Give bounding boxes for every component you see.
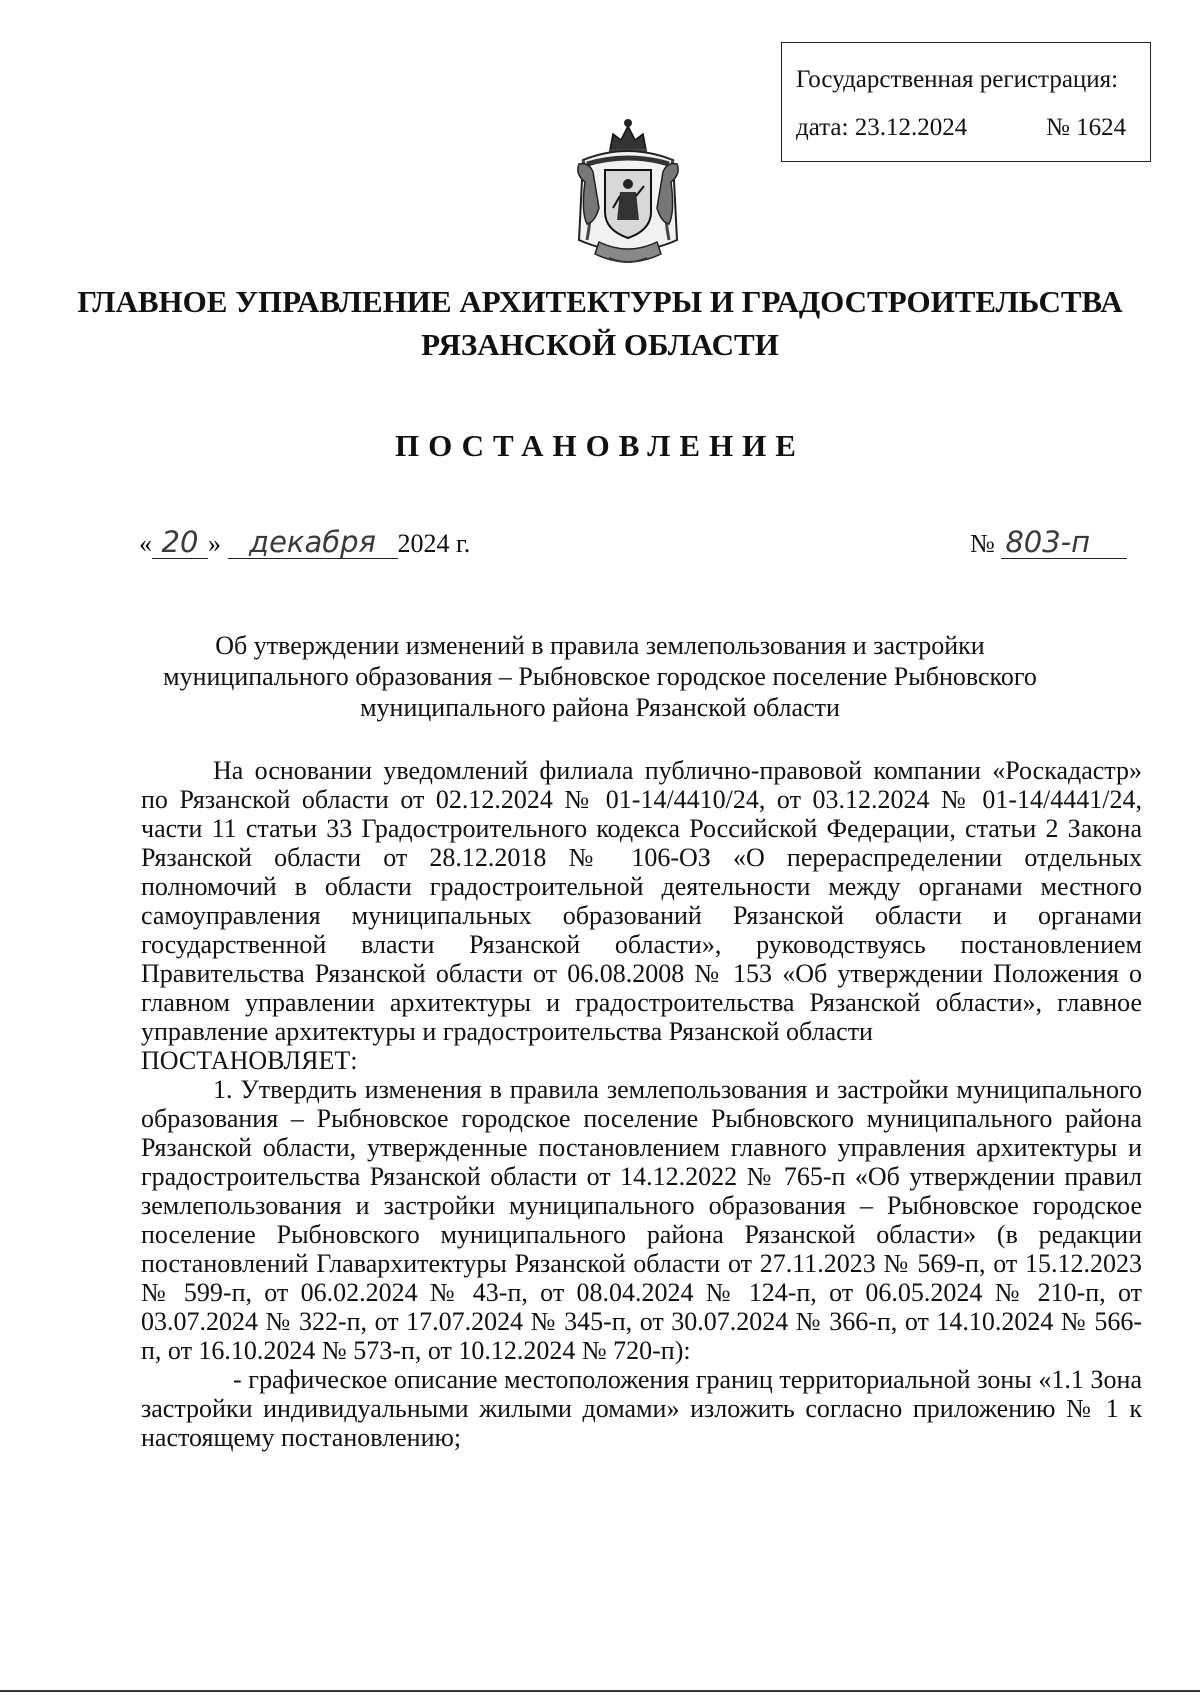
registration-date: дата: 23.12.2024	[796, 114, 968, 141]
issuing-authority	[0, 280, 1200, 366]
date-open-quote: «	[139, 529, 152, 558]
date-day-handwritten: 20	[152, 528, 208, 559]
subject-line-3: муниципального района Рязанской области	[360, 693, 840, 722]
ryazan-coat-of-arms-icon	[565, 112, 691, 272]
date-month-handwritten: декабря	[228, 528, 398, 559]
authority-line-2: РЯЗАНСКОЙ ОБЛАСТИ	[421, 327, 779, 362]
item-1-dash-paragraph: - графическое описание местоположения границ территориальной зоны «1.1 Зона застройки индивидуальными жилыми домами» изложить согласно приложению № 1 к настоящему постановлению;	[141, 1365, 1142, 1452]
decree-word: ПОСТАНОВЛЯЕТ:	[141, 1046, 358, 1075]
item-1-paragraph: 1. Утвердить изменения в правила землепользования и застройки муниципального образования – Рыбновское городское поселение Рыбновского муниципального района Рязанской области, утвержденные постановлением главного управления архитектуры и градостроительства Рязанской области от 14.12.2022 № 765-п «Об утверждении правил землепользования и застройки муниципального образования – Рыбновское городское поселение Рыбновского муниципального района Рязанской области» (в редакции постановлений Главархитектуры Рязанской области от 27.11.2023 № 569-п, от 15.12.2023 № 599-п, от 06.02.2024 № 43-п, от 08.04.2024 № 124-п, от 06.05.2024 № 210-п, от 03.07.2024 № 322-п, от 17.07.2024 № 345-п, от 30.07.2024 № 366-п, от 14.10.2024 № 566-п, от 16.10.2024 № 573-п, от 10.12.2024 № 720-п):	[141, 1075, 1142, 1365]
number-prefix: №	[970, 529, 995, 558]
registration-details	[796, 114, 1127, 141]
subject-line-1: Об утверждении изменений в правила землепользования и застройки	[215, 631, 985, 660]
registration-stamp	[781, 42, 1151, 162]
document-number	[970, 525, 1127, 559]
registration-label: Государственная регистрация:	[796, 66, 1119, 93]
authority-line-1: ГЛАВНОЕ УПРАВЛЕНИЕ АРХИТЕКТУРЫ И ГРАДОСТРОИТЕЛЬСТВА	[77, 284, 1123, 319]
subject-line-2: муниципального образования – Рыбновское городское поселение Рыбновского	[163, 662, 1037, 691]
date-year: 2024 г.	[397, 529, 471, 558]
number-handwritten: 803-п	[1001, 528, 1127, 559]
registration-number: № 1624	[1046, 114, 1127, 141]
document-subject	[140, 630, 1060, 723]
page-bottom-edge	[0, 1690, 1200, 1692]
preamble-paragraph: На основании уведомлений филиала публично-правовой компании «Роскадастр» по Рязанской области от 02.12.2024 № 01-14/4410/24, от 03.12.2024 № 01-14/4441/24, части 11 статьи 33 Градостроительного кодекса Российской Федерации, статьи 2 Закона Рязанской области от 28.12.2018 № 106-ОЗ «О перераспределении отдельных полномочий в области градостроительной деятельности между органами местного самоуправления муниципальных образований Рязанской области и органами государственной власти Рязанской области», руководствуясь постановлением Правительства Рязанской области от 06.08.2008 № 153 «Об утверждении Положения о главном управлении архитектуры и градостроительства Рязанской области», главное управление архитектуры и градостроительства Рязанской области	[141, 756, 1142, 1046]
document-title: ПОСТАНОВЛЕНИЕ	[395, 428, 805, 463]
document-body	[141, 756, 1142, 1452]
date-close-quote: »	[208, 529, 221, 558]
document-date	[139, 525, 471, 559]
